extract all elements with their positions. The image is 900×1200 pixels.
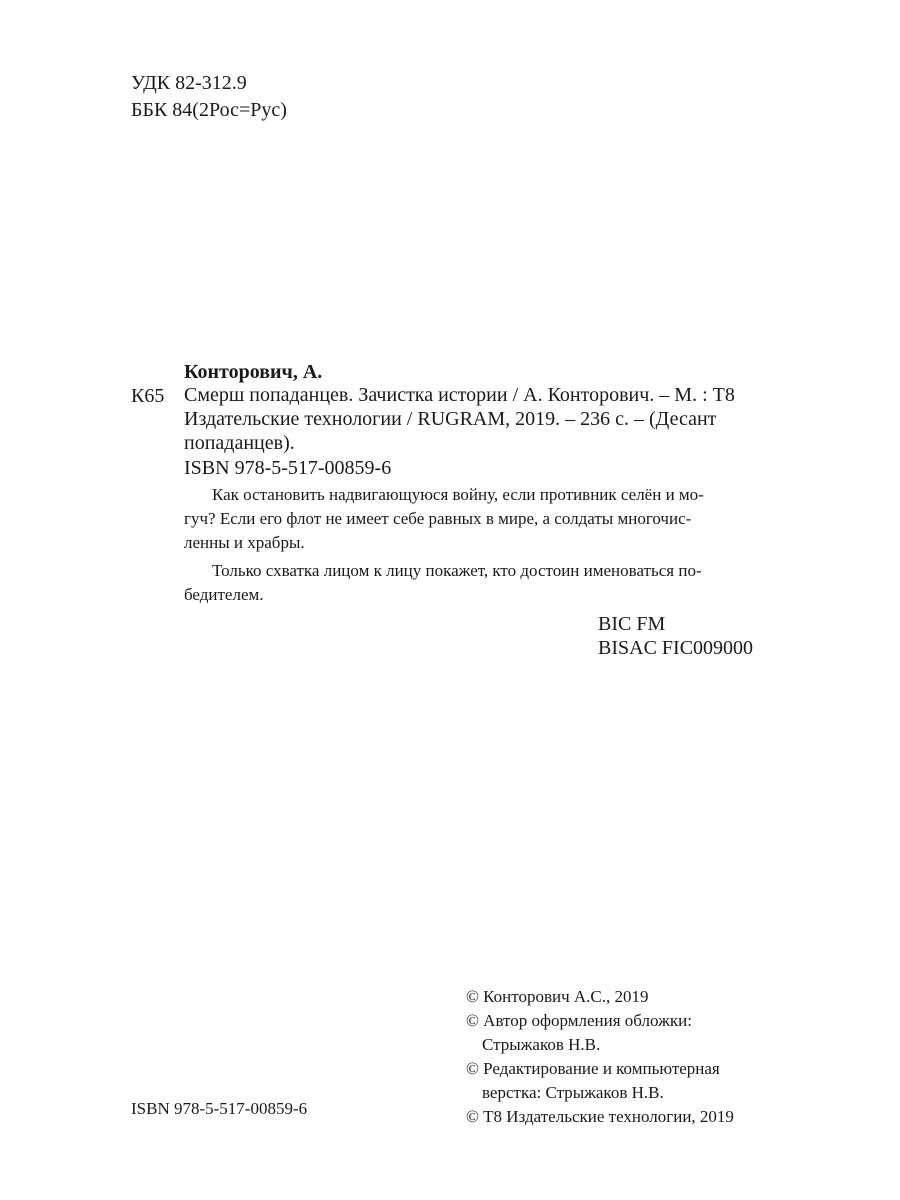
annotation-line: Как остановить надвигающуюся войну, если противник селён и мо- [212, 485, 704, 504]
copyright-line: верстка: Стрыжаков Н.В. [482, 1083, 664, 1102]
annotation-line: Только схватка лицом к лицу покажет, кто достоин именоваться по- [212, 561, 702, 580]
copyright-block [466, 985, 734, 1129]
annotation [184, 483, 774, 607]
annotation-line: бедителем. [184, 585, 264, 604]
bisac-code: BISAC FIC009000 [598, 637, 754, 659]
copyright-line: © Конторович А.С., 2019 [466, 987, 649, 1006]
bibliographic-line: Смерш попаданцев. Зачистка истории / А. Конторович. – М. : Т8 [184, 384, 735, 406]
classification-codes [131, 70, 287, 124]
copyright-line: Стрыжаков Н.В. [482, 1035, 601, 1054]
copyright-line: © Редактирование и компьютерная [466, 1059, 720, 1078]
bbk-code: ББК 84(2Рос=Рус) [131, 99, 287, 121]
subject-codes [598, 612, 753, 660]
isbn-footer: ISBN 978-5-517-00859-6 [131, 1099, 308, 1118]
annotation-line: ленны и храбры. [184, 533, 305, 552]
copyright-line: © Автор оформления обложки: [466, 1011, 692, 1030]
author-heading: Конторович, А. [184, 361, 323, 383]
copyright-line: © Т8 Издательские технологии, 2019 [466, 1107, 734, 1126]
bibliographic-description [184, 383, 735, 455]
bibliographic-line: попаданцев). [184, 432, 295, 454]
udk-code: УДК 82-312.9 [131, 72, 247, 94]
annotation-line: гуч? Если его флот не имеет себе равных в мире, а солдаты многочис- [184, 509, 692, 528]
author-index: К65 [131, 385, 165, 407]
catalog-isbn: ISBN 978-5-517-00859-6 [184, 457, 392, 479]
bibliographic-line: Издательские технологии / RUGRAM, 2019. – 236 с. – (Десант [184, 408, 717, 430]
bic-code: BIC FM [598, 613, 666, 635]
